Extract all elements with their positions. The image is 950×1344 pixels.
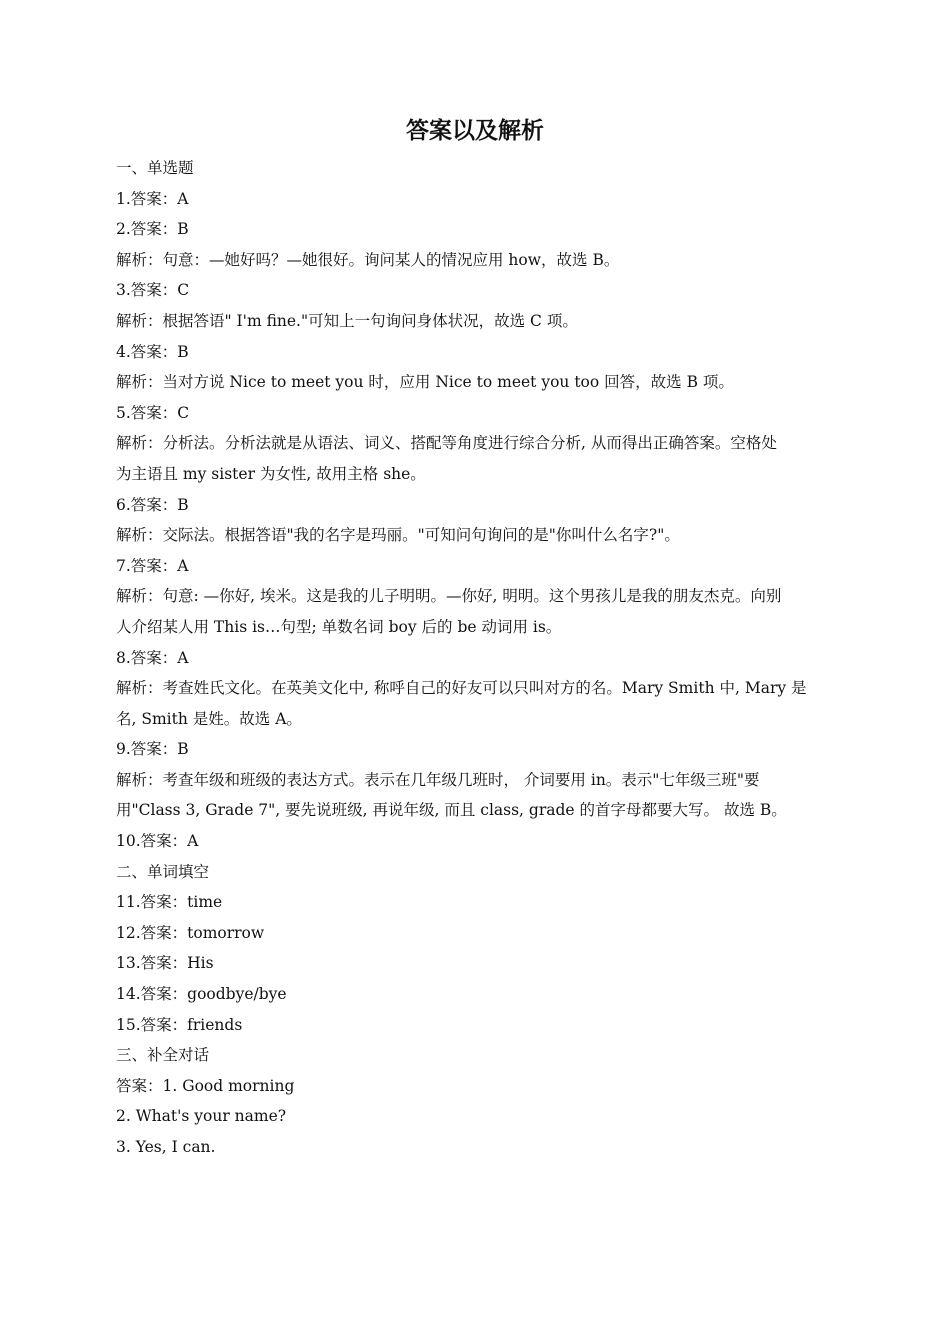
analysis-line: 解析：根据答语" I'm fine."可知上一句询问身体状况，故选 C 项。	[116, 311, 578, 330]
page-title: 答案以及解析	[406, 117, 544, 144]
answer-line: 6.答案：B	[116, 495, 189, 514]
section-heading: 三、补全对话	[116, 1046, 210, 1065]
answer-line: 10.答案：A	[116, 832, 199, 851]
analysis-line: 解析：句意: —你好, 埃米。这是我的儿子明明。—你好, 明明。这个男孩儿是我的朋友杰克。向别	[116, 587, 782, 606]
answer-line: 9.答案：B	[116, 740, 189, 759]
analysis-line: 解析：当对方说 Nice to meet you 时，应用 Nice to meet you too 回答，故选 B 项。	[116, 373, 734, 392]
answer-line: 7.答案：A	[116, 556, 189, 575]
answer-line: 答案：1. Good morning	[116, 1076, 295, 1095]
answer-content	[116, 153, 832, 1163]
analysis-line: 为主语且 my sister 为女性, 故用主格 she。	[116, 464, 426, 483]
answer-line: 15.答案：friends	[116, 1015, 243, 1034]
answer-line: 1.答案：A	[116, 189, 189, 208]
section-heading: 一、单选题	[116, 159, 194, 177]
answer-line: 3.答案：C	[116, 281, 190, 300]
analysis-line: 名, Smith 是姓。故选 A。	[116, 709, 302, 728]
answer-line: 3. Yes, I can.	[116, 1138, 216, 1156]
section-heading: 二、单词填空	[116, 862, 210, 881]
analysis-line: 解析：考查年级和班级的表达方式。表示在几年级几班时， 介词要用 in。表示"七年级三班"要	[116, 770, 760, 789]
answer-line: 11.答案：time	[116, 893, 223, 912]
analysis-line: 解析：句意：—她好吗？—她很好。询问某人的情况应用 how，故选 B。	[116, 250, 620, 269]
analysis-line: 用"Class 3, Grade 7", 要先说班级, 再说年级, 而且 class, grade 的首字母都要大写。 故选 B。	[116, 801, 787, 820]
analysis-line: 解析：交际法。根据答语"我的名字是玛丽。"可知问句询问的是"你叫什么名字?"。	[116, 526, 680, 545]
answer-line: 13.答案：His	[116, 954, 214, 973]
answer-line: 12.答案：tomorrow	[116, 923, 265, 942]
answer-line: 8.答案：A	[116, 648, 189, 667]
answer-line: 14.答案：goodbye/bye	[116, 985, 287, 1004]
answer-line: 5.答案：C	[116, 403, 190, 422]
answer-line: 2.答案：B	[116, 220, 189, 239]
answer-line: 2. What's your name?	[116, 1107, 287, 1126]
analysis-line: 人介绍某人用 This is…句型; 单数名词 boy 后的 be 动词用 is。	[116, 617, 562, 636]
answer-line: 4.答案：B	[116, 342, 189, 361]
analysis-line: 解析：考查姓氏文化。在英美文化中, 称呼自己的好友可以只叫对方的名。Mary Smith 中, Mary 是	[116, 679, 807, 698]
analysis-line: 解析：分析法。分析法就是从语法、词义、搭配等角度进行综合分析, 从而得出正确答案。空格处	[116, 434, 777, 453]
